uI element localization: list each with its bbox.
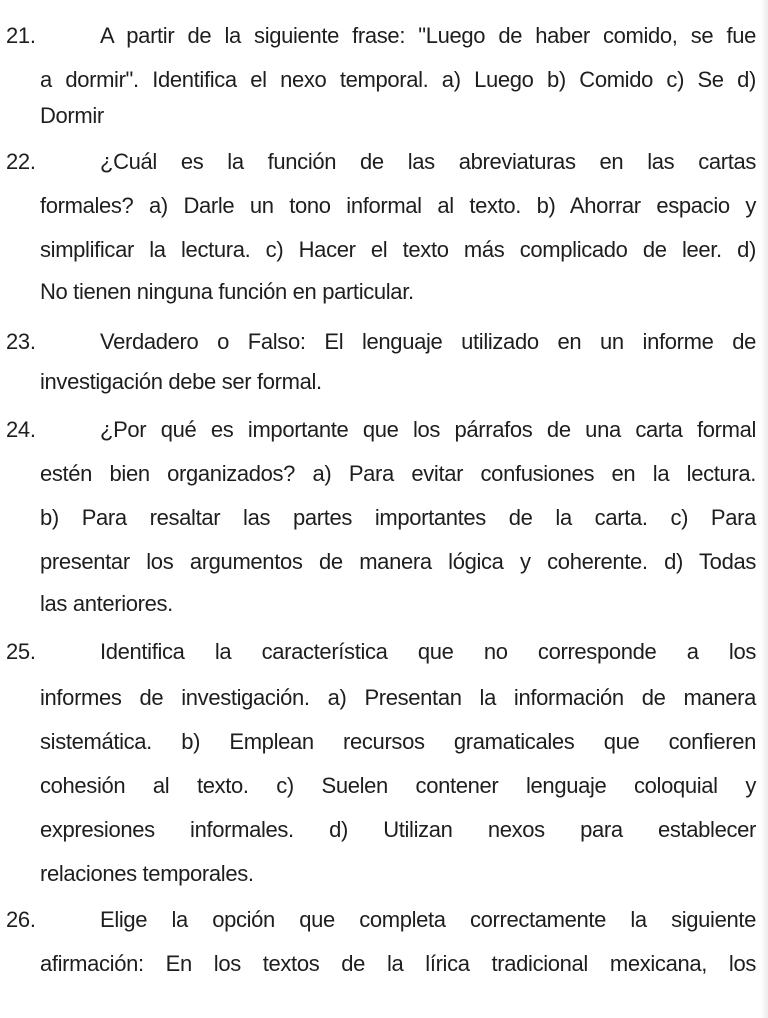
question-text-line: expresiones informales. d) Utilizan nexos para establecer (40, 817, 756, 842)
question-text-line: afirmación: En los textos de la lírica tradicional mexicana, los (40, 951, 756, 976)
question-number: 25. (6, 639, 36, 664)
question-text-line: A partir de la siguiente frase: "Luego de haber comido, se fue (100, 23, 756, 48)
question-text-line: investigación debe ser formal. (40, 369, 322, 394)
question-number: 26. (6, 907, 36, 932)
question-text-line: No tienen ninguna función en particular. (40, 279, 414, 304)
question-text-line: ¿Por qué es importante que los párrafos de una carta formal (100, 417, 756, 442)
question-text-line: presentar los argumentos de manera lógica y coherente. d) Todas (40, 549, 756, 574)
question-text-line: Verdadero o Falso: El lenguaje utilizado en un informe de (100, 329, 756, 354)
question-text-line: Dormir (40, 103, 104, 128)
question-text-line: formales? a) Darle un tono informal al texto. b) Ahorrar espacio y (40, 193, 756, 218)
question-number: 24. (6, 417, 36, 442)
question-number: 22. (6, 149, 36, 174)
question-text-line: a dormir". Identifica el nexo temporal. a) Luego b) Comido c) Se d) (40, 67, 756, 92)
question-text-line: estén bien organizados? a) Para evitar confusiones en la lectura. (40, 461, 756, 486)
question-number: 21. (6, 23, 36, 48)
question-text-line: cohesión al texto. c) Suelen contener lenguaje coloquial y (40, 773, 756, 798)
question-text-line: relaciones temporales. (40, 861, 254, 886)
question-text-line: Identifica la característica que no corresponde a los (100, 639, 756, 664)
question-text-line: simplificar la lectura. c) Hacer el texto más complicado de leer. d) (40, 237, 756, 262)
question-text-line: ¿Cuál es la función de las abreviaturas en las cartas (100, 149, 756, 174)
page-edge-shadow (760, 0, 768, 1018)
question-text-line: Elige la opción que completa correctamente la siguiente (100, 907, 756, 932)
question-text-line: las anteriores. (40, 591, 173, 616)
question-text-line: informes de investigación. a) Presentan la información de manera (40, 685, 756, 710)
question-number: 23. (6, 329, 36, 354)
question-text-line: b) Para resaltar las partes importantes de la carta. c) Para (40, 505, 756, 530)
question-text-line: sistemática. b) Emplean recursos gramaticales que confieren (40, 729, 756, 754)
